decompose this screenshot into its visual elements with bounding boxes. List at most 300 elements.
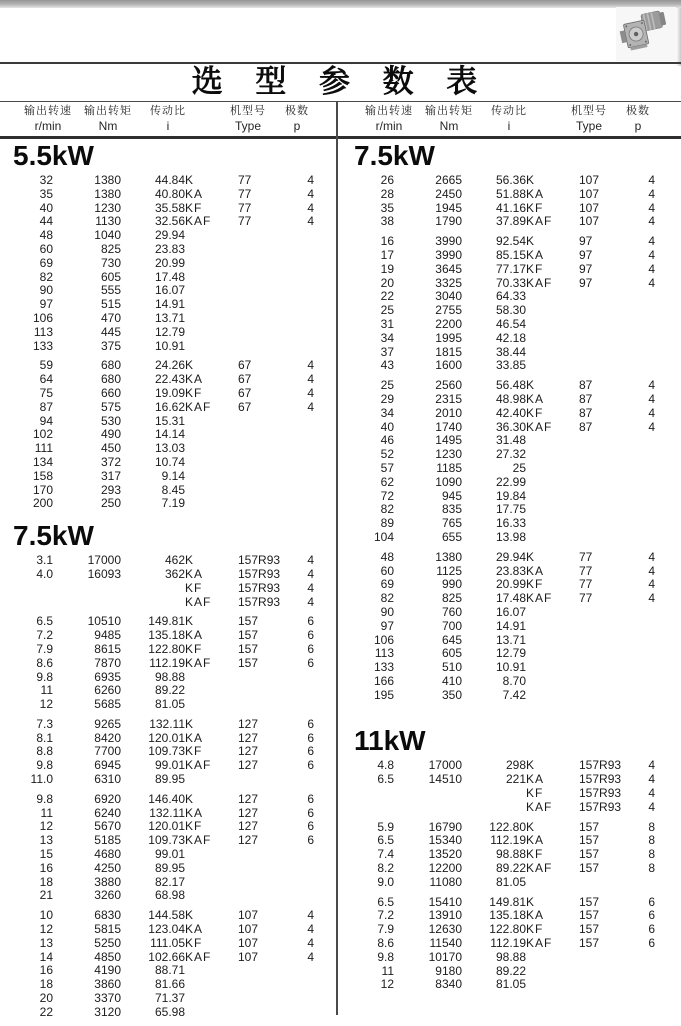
speed-cell: 7.2 <box>36 629 53 643</box>
poles-cell <box>284 773 314 787</box>
type-cell <box>526 503 579 517</box>
torque-cell: 3880 <box>94 875 121 889</box>
ratio-cell: 33.85 <box>495 359 526 373</box>
poles-cell <box>625 462 655 476</box>
table-row <box>0 359 314 373</box>
torque-cell: 8420 <box>94 731 121 745</box>
col-header-type: 机型号 Type <box>230 105 266 133</box>
type-cell: KA <box>185 187 204 201</box>
ratio-cell: 19.09 <box>154 386 185 400</box>
model-cell <box>238 889 284 903</box>
ratio-cell: 98.88 <box>495 950 526 964</box>
table-row <box>341 675 655 689</box>
model-cell <box>238 326 284 340</box>
torque-cell: 13910 <box>428 909 462 923</box>
poles-cell: 4 <box>648 578 655 592</box>
speed-cell <box>341 787 394 801</box>
table-row <box>341 821 655 835</box>
poles-cell: 4 <box>307 950 314 964</box>
speed-cell: 16 <box>39 861 53 875</box>
poles-cell <box>284 862 314 876</box>
ratio-cell: 29.94 <box>495 550 526 564</box>
type-cell <box>185 442 238 456</box>
model-cell: 107 <box>238 936 259 950</box>
torque-cell: 8340 <box>435 978 462 992</box>
model-cell: 77 <box>238 174 252 187</box>
type-cell: KA <box>185 923 204 937</box>
torque-cell: 760 <box>441 605 462 619</box>
torque-cell: 3325 <box>435 276 462 290</box>
model-cell <box>579 689 625 703</box>
ratio-cell: 13.03 <box>154 442 185 456</box>
speed-cell: 14 <box>39 950 53 964</box>
model-cell: 157R93 <box>579 759 622 773</box>
table-header-right <box>341 103 681 136</box>
ratio-cell: 89.22 <box>495 964 526 978</box>
type-cell <box>185 312 238 326</box>
model-cell: 97 <box>579 276 593 290</box>
model-cell: 157 <box>579 937 600 951</box>
torque-cell: 1090 <box>435 475 462 489</box>
type-cell <box>185 470 238 484</box>
table-row <box>0 596 314 610</box>
torque-cell: 17000 <box>428 759 462 773</box>
poles-cell: 4 <box>307 201 314 215</box>
parameter-table-block <box>341 174 655 229</box>
table-row <box>341 647 655 661</box>
speed-cell: 34 <box>380 331 394 345</box>
table-row <box>341 565 655 579</box>
poles-cell <box>284 876 314 890</box>
col-header-output-torque: 输出转矩 Nm <box>84 105 132 133</box>
model-cell <box>579 448 625 462</box>
torque-cell: 375 <box>100 339 121 353</box>
model-cell: 127 <box>238 759 259 773</box>
type-cell: KAF <box>185 595 212 609</box>
speed-cell: 6.5 <box>377 834 394 848</box>
ratio-cell: 149.81 <box>489 895 526 909</box>
torque-cell: 765 <box>441 517 462 531</box>
table-row <box>341 318 655 332</box>
model-cell <box>238 442 284 456</box>
speed-cell: 134 <box>32 455 53 469</box>
ratio-cell: 77.17 <box>495 262 526 276</box>
speed-cell: 90 <box>380 605 394 619</box>
poles-cell: 4 <box>307 936 314 950</box>
model-cell: 107 <box>238 909 259 923</box>
torque-cell: 250 <box>100 497 121 511</box>
ratio-cell: 70.33 <box>495 276 526 290</box>
model-cell <box>238 470 284 484</box>
model-cell: 157R93 <box>238 581 281 595</box>
model-cell <box>579 359 625 373</box>
torque-cell: 680 <box>100 359 121 373</box>
torque-cell: 2560 <box>435 379 462 393</box>
speed-cell: 20 <box>380 276 394 290</box>
poles-cell: 4 <box>307 373 314 387</box>
speed-cell: 40 <box>380 420 394 434</box>
ratio-cell: 46.54 <box>495 317 526 331</box>
speed-cell: 9.8 <box>377 950 394 964</box>
torque-cell: 1600 <box>435 359 462 373</box>
torque-cell: 1995 <box>435 331 462 345</box>
ratio-cell: 7.42 <box>502 688 526 702</box>
speed-cell: 22 <box>380 290 394 304</box>
speed-cell: 11 <box>40 806 53 820</box>
type-cell <box>185 992 238 1006</box>
torque-cell: 605 <box>441 647 462 661</box>
type-cell <box>526 951 579 965</box>
torque-cell: 3860 <box>94 978 121 992</box>
model-cell <box>238 243 284 257</box>
type-cell: KAF <box>185 950 212 964</box>
type-cell: K <box>526 759 536 773</box>
poles-cell <box>284 326 314 340</box>
torque-cell: 730 <box>100 256 121 270</box>
type-cell <box>185 978 238 992</box>
poles-cell: 8 <box>648 862 655 876</box>
type-cell <box>185 862 238 876</box>
type-cell: K <box>185 554 195 568</box>
type-cell <box>185 456 238 470</box>
ratio-cell: 16.07 <box>495 605 526 619</box>
speed-cell: 48 <box>39 229 53 243</box>
speed-cell: 11 <box>381 964 394 978</box>
power-section-title: 11kW <box>354 725 426 757</box>
speed-cell: 11 <box>40 684 53 698</box>
table-row <box>341 304 655 318</box>
torque-cell: 6240 <box>94 806 121 820</box>
type-cell: KAF <box>185 215 212 229</box>
type-cell: KA <box>526 248 545 262</box>
speed-cell: 8.1 <box>36 731 53 745</box>
type-cell: KF <box>526 578 544 592</box>
ratio-cell: 99.01 <box>154 759 185 773</box>
poles-cell: 4 <box>648 800 655 814</box>
scan-edge-top <box>0 0 681 8</box>
table-row <box>0 271 314 285</box>
speed-cell: 8.6 <box>377 937 394 951</box>
table-row <box>0 657 314 671</box>
table-row <box>0 215 314 229</box>
table-row <box>341 421 655 435</box>
model-cell: 157 <box>238 642 259 656</box>
poles-cell <box>625 448 655 462</box>
ratio-cell: 8.45 <box>161 483 185 497</box>
torque-cell: 293 <box>100 483 121 497</box>
type-cell <box>185 889 238 903</box>
model-cell: 77 <box>238 201 252 215</box>
model-cell: 87 <box>579 379 593 393</box>
torque-cell: 2315 <box>435 392 462 406</box>
torque-cell: 3120 <box>94 1005 121 1019</box>
model-cell: 157 <box>579 834 600 848</box>
ratio-cell: 132.11 <box>149 717 185 731</box>
type-cell <box>185 284 238 298</box>
type-cell <box>526 620 579 634</box>
speed-cell <box>0 596 53 610</box>
table-row <box>0 876 314 890</box>
table-row <box>341 359 655 373</box>
table-row <box>341 834 655 848</box>
table-row <box>341 978 655 992</box>
torque-cell: 2450 <box>435 187 462 201</box>
speed-cell: 21 <box>39 889 53 903</box>
speed-cell: 6.5 <box>377 895 394 909</box>
model-cell <box>238 312 284 326</box>
torque-cell: 1040 <box>94 229 121 243</box>
parameter-table-block <box>341 379 655 545</box>
table-row <box>0 373 314 387</box>
type-cell <box>185 848 238 862</box>
model-cell: 67 <box>238 400 252 414</box>
table-row <box>341 434 655 448</box>
model-cell <box>238 284 284 298</box>
table-row <box>0 684 314 698</box>
poles-cell <box>625 290 655 304</box>
speed-cell: 12 <box>39 820 53 834</box>
ratio-cell: 146.40 <box>148 792 185 806</box>
torque-cell: 9180 <box>435 964 462 978</box>
model-cell <box>238 698 284 712</box>
type-cell <box>526 448 579 462</box>
table-row <box>0 470 314 484</box>
torque-cell: 490 <box>100 428 121 442</box>
type-cell: KAF <box>526 592 553 606</box>
type-cell: KF <box>526 262 544 276</box>
poles-cell: 4 <box>307 400 314 414</box>
torque-cell: 3645 <box>435 262 462 276</box>
speed-cell: 7.4 <box>377 848 394 862</box>
type-cell <box>526 978 579 992</box>
poles-cell <box>625 332 655 346</box>
poles-cell <box>284 889 314 903</box>
torque-cell: 835 <box>441 503 462 517</box>
type-cell: KF <box>526 848 544 862</box>
speed-cell: 35 <box>39 187 53 201</box>
model-cell: 107 <box>579 215 600 229</box>
speed-cell: 26 <box>380 174 394 187</box>
ratio-cell: 92.54 <box>495 235 526 249</box>
torque-cell: 445 <box>100 325 121 339</box>
torque-cell: 5815 <box>94 923 121 937</box>
poles-cell: 4 <box>307 554 314 568</box>
ratio-cell: 89.95 <box>154 773 185 787</box>
poles-cell <box>284 456 314 470</box>
poles-cell: 4 <box>648 187 655 201</box>
ratio-cell: 135.18 <box>489 909 526 923</box>
torque-cell: 8615 <box>94 642 121 656</box>
torque-cell: 3990 <box>435 235 462 249</box>
torque-cell: 410 <box>441 674 462 688</box>
table-row <box>341 346 655 360</box>
table-row <box>0 229 314 243</box>
speed-cell: 133 <box>373 661 394 675</box>
torque-cell: 9265 <box>94 717 121 731</box>
poles-cell: 4 <box>307 595 314 609</box>
speed-cell: 166 <box>373 674 394 688</box>
model-cell <box>579 647 625 661</box>
table-row <box>341 937 655 951</box>
model-cell <box>238 415 284 429</box>
type-cell <box>526 462 579 476</box>
horizontal-rule-below-header <box>0 136 681 139</box>
poles-cell: 8 <box>648 820 655 834</box>
torque-cell: 6260 <box>94 684 121 698</box>
ratio-cell: 56.48 <box>495 379 526 393</box>
type-cell: K <box>526 235 536 249</box>
ratio-cell: 17.48 <box>154 270 185 284</box>
type-cell: KF <box>185 201 203 215</box>
table-row <box>0 326 314 340</box>
type-cell <box>526 531 579 545</box>
model-cell: 77 <box>579 564 593 578</box>
model-cell: 157R93 <box>238 554 281 568</box>
table-row <box>341 407 655 421</box>
table-row <box>0 554 314 568</box>
type-cell <box>185 243 238 257</box>
ratio-cell: 8.70 <box>502 674 526 688</box>
model-cell: 157 <box>238 615 259 629</box>
model-cell <box>238 428 284 442</box>
table-row <box>0 759 314 773</box>
model-cell: 127 <box>238 745 259 759</box>
speed-cell: 29 <box>380 392 394 406</box>
table-row <box>0 937 314 951</box>
speed-cell: 32 <box>39 174 53 187</box>
table-row <box>0 257 314 271</box>
type-cell <box>185 271 238 285</box>
speed-cell: 28 <box>380 187 394 201</box>
ratio-cell: 35.58 <box>154 201 185 215</box>
type-cell <box>185 484 238 498</box>
model-cell: 157R93 <box>238 595 281 609</box>
poles-cell <box>284 340 314 354</box>
type-cell: KAF <box>526 276 553 290</box>
ratio-cell: 122.80 <box>489 820 526 834</box>
poles-cell: 6 <box>307 820 314 834</box>
torque-cell: 350 <box>441 688 462 702</box>
type-cell: KA <box>526 773 545 787</box>
type-cell: KA <box>526 187 545 201</box>
model-cell <box>579 434 625 448</box>
col-header-output-speed: 输出转速 r/min <box>24 105 72 133</box>
speed-cell: 3.1 <box>36 554 53 568</box>
table-row <box>0 284 314 298</box>
model-cell <box>579 290 625 304</box>
speed-cell: 34 <box>380 406 394 420</box>
ratio-cell: 14.91 <box>495 619 526 633</box>
table-row <box>341 290 655 304</box>
speed-cell: 133 <box>32 339 53 353</box>
horizontal-rule-below-title <box>0 101 681 102</box>
model-cell: 107 <box>579 187 600 201</box>
poles-cell <box>625 517 655 531</box>
ratio-cell: 64.33 <box>495 290 526 304</box>
ratio-cell: 51.88 <box>495 187 526 201</box>
type-cell: KAF <box>526 800 553 814</box>
ratio-cell: 23.83 <box>495 564 526 578</box>
type-cell <box>185 415 238 429</box>
power-section <box>341 141 681 702</box>
model-cell <box>579 476 625 490</box>
type-cell <box>526 476 579 490</box>
torque-cell: 6945 <box>94 759 121 773</box>
type-cell: KA <box>526 909 545 923</box>
gearmotor-photo-drawing <box>616 7 676 61</box>
speed-cell: 97 <box>39 298 53 312</box>
poles-cell: 4 <box>648 276 655 290</box>
model-cell <box>579 490 625 504</box>
poles-cell <box>284 964 314 978</box>
type-cell <box>526 689 579 703</box>
speed-cell: 25 <box>380 379 394 393</box>
table-row <box>0 951 314 965</box>
poles-cell: 4 <box>648 392 655 406</box>
poles-cell: 4 <box>648 201 655 215</box>
table-header-row <box>0 103 681 136</box>
ratio-cell: 89.95 <box>154 861 185 875</box>
model-cell <box>238 992 284 1006</box>
speed-cell: 82 <box>380 503 394 517</box>
model-cell: 157 <box>579 923 600 937</box>
poles-cell <box>284 978 314 992</box>
model-cell <box>579 620 625 634</box>
type-cell: KF <box>185 581 203 595</box>
ratio-cell: 135.18 <box>148 629 185 643</box>
speed-cell: 12 <box>39 923 53 937</box>
speed-cell: 18 <box>39 978 53 992</box>
speed-cell: 75 <box>39 386 53 400</box>
poles-cell <box>625 503 655 517</box>
poles-cell <box>284 684 314 698</box>
ratio-cell <box>121 596 185 610</box>
speed-cell: 60 <box>39 242 53 256</box>
speed-cell: 106 <box>32 311 53 325</box>
model-cell <box>579 661 625 675</box>
torque-cell: 555 <box>100 284 121 298</box>
speed-cell <box>341 801 394 815</box>
ratio-cell: 22.99 <box>495 475 526 489</box>
type-cell: KF <box>185 745 203 759</box>
ratio-cell: 98.88 <box>495 848 526 862</box>
model-cell <box>579 304 625 318</box>
poles-cell <box>625 620 655 634</box>
model-cell: 127 <box>238 792 259 806</box>
speed-cell: 9.8 <box>36 759 53 773</box>
ratio-cell: 9.14 <box>161 469 185 483</box>
table-row <box>0 312 314 326</box>
poles-cell <box>284 284 314 298</box>
table-row <box>341 379 655 393</box>
ratio-cell: 89.22 <box>154 684 185 698</box>
speed-cell: 90 <box>39 284 53 298</box>
type-cell <box>185 340 238 354</box>
speed-cell: 13 <box>39 936 53 950</box>
table-row <box>0 243 314 257</box>
parameter-table-block <box>0 554 314 609</box>
model-cell <box>238 271 284 285</box>
model-cell <box>579 462 625 476</box>
type-cell: KF <box>185 820 203 834</box>
table-row <box>341 592 655 606</box>
type-cell: KA <box>526 564 545 578</box>
model-cell <box>238 964 284 978</box>
type-cell: K <box>185 174 195 187</box>
poles-cell: 4 <box>307 567 314 581</box>
ratio-cell: 65.98 <box>154 1005 185 1019</box>
speed-cell: 97 <box>380 619 394 633</box>
